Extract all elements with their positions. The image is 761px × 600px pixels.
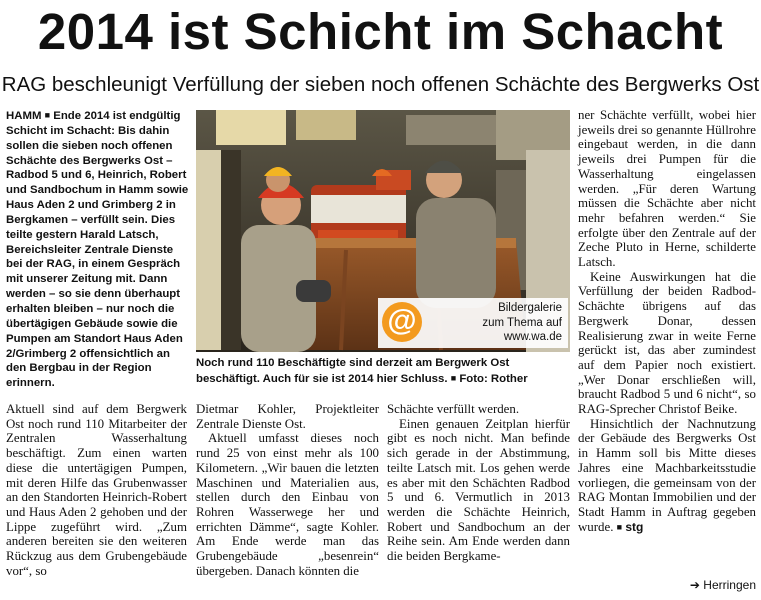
subheadline: RAG beschleunigt Verfüllung der sieben noch offenen Schächte des Bergwerks Ost	[1, 73, 760, 96]
headline: 2014 ist Schicht im Schacht	[37, 3, 724, 60]
body-column-1	[6, 402, 187, 578]
paragraph: Aktuell sind auf dem Bergwerk Ost noch rund 110 Mitarbeiter der Zentralen Wasserhaltung beschäftigt. Zum einen warten diese die untertägigen Pumpen, mit deren Hilfe das Grubenwasser an den Standorten Heinrich-Robert und Haus Aden 2 gehoben und der Lippe zugeführt wird. „Zum anderen bereiten sie den weiteren Rückzug aus dem Grubengebäude vor“, so	[6, 402, 187, 578]
paragraph: Keine Auswirkungen hat die Verfüllung der beiden Radbod-Schächte übrigens auf das Bergwerk Donar, dessen Realisierung zwar in weite Ferne gerückt ist, das aber zumindest auf dem Papier noch existiert. „Wer Donar erschließen will, braucht Radbod 5 und 6 nicht“, so RAG-Sprecher Christof Beike.	[578, 269, 756, 417]
at-icon: @	[382, 302, 422, 342]
gallery-subtitle: zum Thema auf	[482, 316, 562, 329]
lead-text: Ende 2014 ist endgültig Schicht im Schacht: Bis dahin sollen die sieben noch offenen Schächte des Bergwerks Ost – Radbod 5 und 6, Heinrich, Robert und Sandbochum in Hamm sowie Haus Aden 2 und Grimberg 2 in Bergkamen – verfüllt sein. Dies teilte gestern Harald Latsch, Bereichsleiter Zentrale Dienste bei der RAG, in einem Gespräch mit unserer Zeitung mit. Dann werden – so sie denn überhaupt erhalten bleiben – nur noch die übertägigen Gebäude sowie die Pumpen am Standort Haus Aden 2/Grimberg 2 offensichtlich an den Bergbau in der Region erinnern.	[6, 110, 189, 390]
paragraph: Aktuell umfasst dieses noch rund 25 von einst mehr als 100 Kilometern. „Wir bauen die letzten Maschinen und Materialien aus, stellen durch den Einbau von Rohren Wasserwege her und errichten Dämme“, sagte Kohler. Am Ende werde man das Grubengebäude „besenrein“ übergeben. Danach könnten die	[196, 431, 379, 578]
gallery-label: Bildergalerie	[498, 302, 562, 314]
paragraph: ner Schächte verfüllt, wobei hier jeweils drei so genannte Hüllrohre eingebaut werden, in die dann jeweils drei Pumpen für die Wasserhaltung eingelassen werden. „Für deren Wartung müssen die Schächte aber nicht mehr befahren werden.“ Sie erfolgte über den Zentrale auf der Zeche Pluto in Herne, schilderte Latsch.	[578, 108, 756, 270]
article-photo	[196, 110, 570, 352]
author-initials: stg	[625, 519, 644, 534]
gallery-url[interactable]: www.wa.de	[503, 331, 562, 343]
paragraph: Hinsichtlich der Nachnutzung der Gebäude des Bergwerks Ost in Hamm soll bis Mitte dieses Jahres eine Machbarkeitsstudie vorliegen, die gemeinsam von der RAG Montan Immobilien und der Stadt Hamm in Auftrag gegeben wurde. ■ stg	[578, 416, 756, 534]
arrow-right-icon: ➔	[689, 578, 700, 592]
cross-reference[interactable]	[656, 578, 756, 594]
paragraph: Schächte verfüllt werden.	[387, 402, 520, 416]
body-column-3	[387, 402, 570, 564]
photo-caption: Noch rund 110 Beschäftigte sind derzeit am Bergwerk Ost beschäftigt. Auch für sie ist 2014 hier Schluss. ■ Foto: Rother	[196, 357, 528, 385]
body-column-2	[196, 402, 379, 578]
gallery-teaser[interactable]	[378, 298, 568, 348]
body-column-4	[578, 108, 756, 534]
cross-reference-label: Herringen	[703, 578, 756, 592]
paragraph: Einen genauen Zeitplan hierfür gibt es noch nicht. Man befinde sich gerade in der Abstimmung, teilte Latsch mit. Los gehen werde es aber mit den Schächten Radbod 5 und 6. Vermutlich in 2013 werden die Schächte Heinrich, Robert und Sandbochum an der Reihe sein. Am Ende werden dann die beiden Bergkame-	[387, 416, 570, 564]
lead-paragraph: HAMM ■ Ende 2014 ist endgültig Schicht im Schacht: Bis dahin sollen die sieben noch offenen Schächte des Bergwerks Ost – Radbod 5 und 6, Heinrich, Robert und Sandbochum in Hamm sowie Haus Aden 2 und Grimberg 2 in Bergkamen – verfüllt sein. Dies teilte gestern Harald Latsch, Bereichsleiter Zentrale Dienste bei der RAG, in einem Gespräch mit unserer Zeitung mit. Dann werden – so sie denn überhaupt erhalten bleiben – nur noch die übertägigen Gebäude sowie die Pumpen am Standort Haus Aden 2/Grimberg 2 offensichtlich an den Bergbau in der Region erinnern.	[6, 110, 189, 390]
caption-text: Noch rund 110 Beschäftigte sind derzeit am Bergwerk Ost beschäftigt. Auch für sie ist 2014 hier Schluss.	[196, 357, 510, 385]
paragraph: Dietmar Kohler, Projektleiter Zentrale Dienste Ost.	[196, 402, 379, 431]
photo-credit: Foto: Rother	[459, 372, 528, 385]
dateline: HAMM	[6, 110, 42, 122]
